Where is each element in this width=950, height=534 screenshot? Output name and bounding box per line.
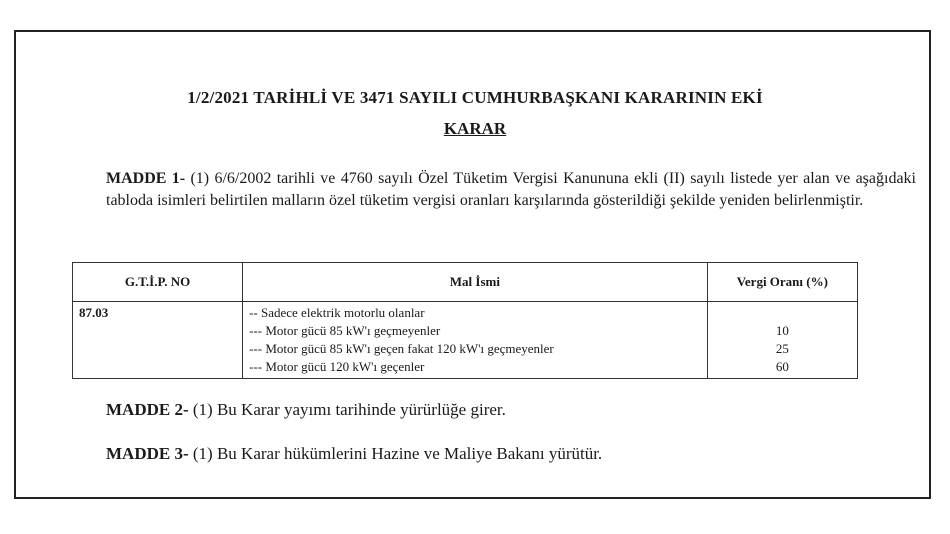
table-row (73, 302, 858, 379)
madde-3-label: MADDE 3- (106, 444, 189, 463)
rate-value (714, 304, 851, 322)
rate-value: 10 (775, 323, 789, 338)
header-mal-ismi: Mal İsmi (243, 263, 708, 302)
madde-2-label: MADDE 2- (106, 400, 189, 419)
gtip-value: 87.03 (79, 305, 109, 320)
tax-rate-table (72, 262, 858, 379)
item-names-cell (243, 302, 708, 379)
document-title: 1/2/2021 TARİHLİ VE 3471 SAYILI CUMHURBAŞKANI KARARININ EKİ (187, 88, 763, 107)
rate-value: 60 (775, 359, 789, 374)
madde-3-paragraph (106, 444, 602, 464)
rate-value: 25 (775, 341, 789, 356)
madde-2-paragraph (106, 400, 506, 420)
madde-3-text: (1) Bu Karar hükümlerini Hazine ve Maliye Bakanı yürütür. (188, 444, 603, 463)
table-header-row (73, 263, 858, 302)
item-name: -- Sadece elektrik motorlu olanlar (249, 305, 425, 320)
madde-1-label: MADDE 1- (106, 170, 186, 187)
item-name: --- Motor gücü 85 kW'ı geçmeyenler (249, 323, 441, 338)
header-vergi-orani: Vergi Oranı (%) (707, 263, 857, 302)
document-subtitle: KARAR (443, 119, 507, 138)
rates-cell (707, 302, 857, 379)
item-name: --- Motor gücü 85 kW'ı geçen fakat 120 kW'ı geçmeyenler (249, 341, 554, 356)
header-gtip: G.T.İ.P. NO (73, 263, 243, 302)
gtip-cell (73, 302, 243, 379)
madde-1-paragraph (70, 168, 916, 212)
madde-1-text: (1) 6/6/2002 tarihli ve 4760 sayılı Özel Tüketim Vergisi Kanununa ekli (II) sayılı listede yer alan ve aşağıdaki tabloda isimleri belirtilen malların özel tüketim vergisi oranları karşılarında gösterildiği şekilde yeniden belirlenmiştir. (106, 170, 916, 209)
madde-2-text: (1) Bu Karar yayımı tarihinde yürürlüğe girer. (188, 400, 506, 419)
item-name: --- Motor gücü 120 kW'ı geçenler (249, 359, 425, 374)
